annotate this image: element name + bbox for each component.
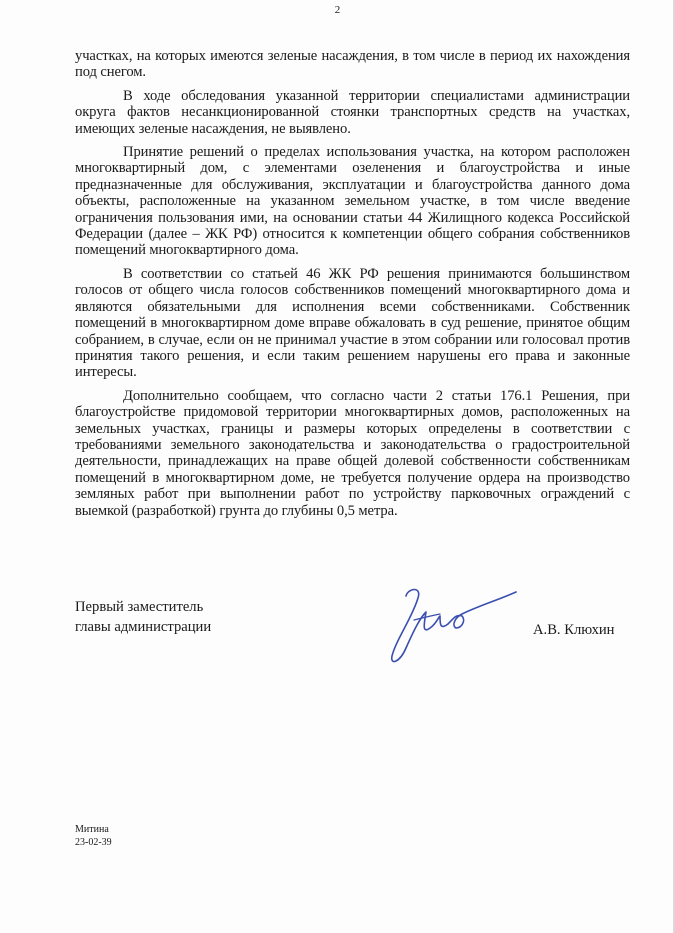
signatory-title xyxy=(75,597,211,637)
page-number: 2 xyxy=(334,4,341,16)
handwritten-signature xyxy=(378,578,528,676)
signature-stroke-main xyxy=(392,590,516,662)
signature-stroke-cross xyxy=(414,614,440,620)
letter-body xyxy=(75,48,630,519)
executor-name: Митина xyxy=(75,824,109,835)
paragraph-decisions: Принятие решений о пределах использования участка, на котором расположен многоквартирный дом, с элементами озеленения и благоустройства и иные предназначенные для обслуживания, эксплуатации и благоустройства данного дома объекты, расположенные на указанном земельном участке, в том числе введение ограничения пользования ими, на основании статьи 44 Жилищного кодекса Российской Федерации (далее – ЖК РФ) относится к компетенции общего собрания собственников помещений многоквартирного дома. xyxy=(75,144,630,259)
paragraph-article-46: В соответствии со статьей 46 ЖК РФ решения принимаются большинством голосов от общего числа голосов собственников помещений многоквартирного дома и являются обязательными для исполнения всеми собственниками. Собственник помещений в многоквартирном доме вправе обжаловать в суд решение, принятое общим собранием, в случае, если он не принимал участие в этом собрании или голосовал против принятия такого решения, и если таким решением нарушены его права и законные интересы. xyxy=(75,265,630,381)
executor-info xyxy=(75,823,112,849)
signatory-name: А.В. Клюхин xyxy=(533,622,615,638)
signatory-title-line2: главы администрации xyxy=(75,619,212,635)
executor-phone: 23-02-39 xyxy=(75,837,112,848)
paragraph-continuation: участках, на которых имеются зеленые насаждения, в том числе в период их нахождения под снегом. xyxy=(75,48,630,81)
paragraph-inspection: В ходе обследования указанной территории специалистами администрации округа фактов несанкционированной стоянки транспортных средств на участках, имеющих зеленые насаждения, не выявлено. xyxy=(75,87,630,137)
paragraph-additional: Дополнительно сообщаем, что согласно части 2 статьи 176.1 Решения, при благоустройстве придомовой территории многоквартирных домов, расположенных на земельных участках, границы и размеры которых определены в соответствии с требованиями земельного законодательства и законодательства о градостроительной деятельности, принадлежащих на праве общей долевой собственности собственникам помещений в многоквартирном доме, не требуется получение ордера на производство земляных работ при выполнении работ по устройству парковочных ограждений с выемкой (разработкой) грунта до глубины 0,5 метра. xyxy=(75,387,630,519)
signatory-title-line1: Первый заместитель xyxy=(75,599,204,615)
